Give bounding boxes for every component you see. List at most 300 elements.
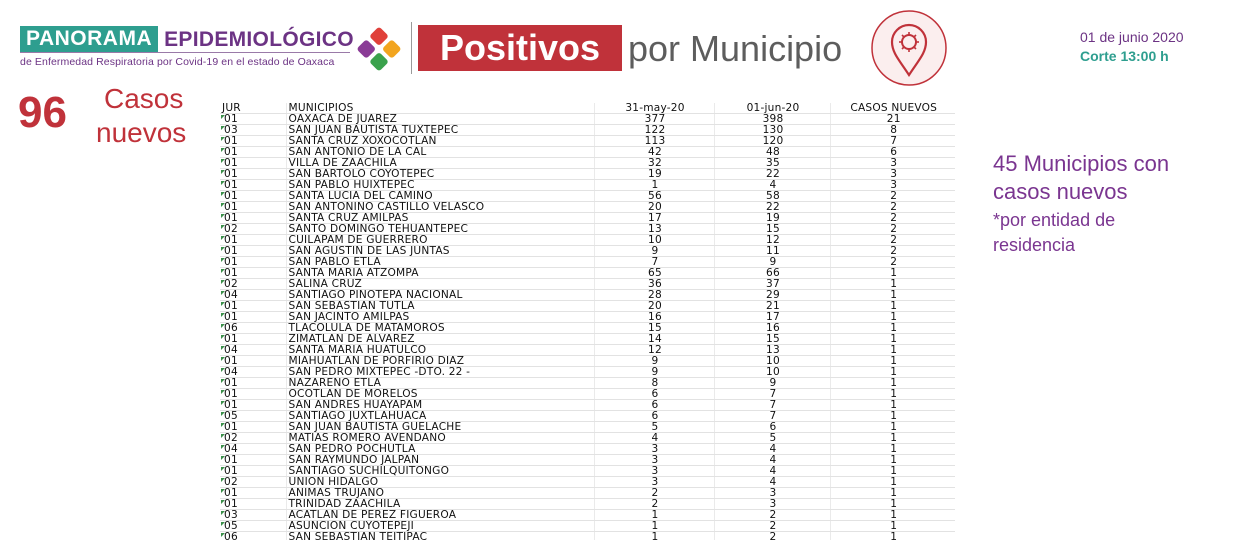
jur-code: 03 (224, 124, 238, 136)
cell-flag-icon (221, 423, 225, 427)
municipio-cell: NAZARENO ETLA (286, 378, 594, 389)
jur-code: 01 (224, 146, 238, 158)
new-cases-cell: 1 (830, 279, 955, 290)
cell-flag-icon (221, 269, 225, 273)
jur-code: 02 (224, 432, 238, 444)
table-row (220, 499, 955, 510)
brand-subtitle: de Enfermedad Respiratoria por Covid-19 en el estado de Oaxaca (20, 56, 335, 68)
may31-cell: 122 (594, 125, 714, 136)
new-cases-cell: 21 (830, 114, 955, 125)
jur-cell (220, 499, 286, 510)
table-row (220, 279, 955, 290)
header-municipios: MUNICIPIOS (286, 103, 594, 114)
new-cases-cell: 1 (830, 312, 955, 323)
cell-flag-icon (221, 390, 225, 394)
note-line2: casos nuevos (993, 179, 1128, 204)
header-jur: JUR (220, 103, 286, 114)
jur-code: 01 (224, 234, 238, 246)
jun01-cell: 120 (714, 136, 830, 147)
jur-cell (220, 257, 286, 268)
municipio-cell: SAN ANTONINO CASTILLO VELASCO (286, 202, 594, 213)
note-line3: *por entidad de (993, 210, 1116, 230)
jun01-cell: 35 (714, 158, 830, 169)
new-cases-cell: 1 (830, 499, 955, 510)
jur-code: 01 (224, 355, 238, 367)
jur-cell (220, 279, 286, 290)
new-cases-cell: 7 (830, 136, 955, 147)
jur-cell (220, 246, 286, 257)
may31-cell: 1 (594, 521, 714, 532)
new-cases-cell: 2 (830, 235, 955, 246)
municipio-cell: SALINA CRUZ (286, 279, 594, 290)
new-cases-cell: 1 (830, 521, 955, 532)
jur-code: 01 (224, 333, 238, 345)
new-cases-cell: 1 (830, 466, 955, 477)
jur-cell (220, 147, 286, 158)
may31-cell: 1 (594, 532, 714, 540)
table-row (220, 532, 955, 540)
table-body (220, 114, 955, 540)
jur-cell (220, 466, 286, 477)
jur-cell (220, 290, 286, 301)
municipio-cell: UNION HIDALGO (286, 477, 594, 488)
jur-cell (220, 510, 286, 521)
jun01-cell: 12 (714, 235, 830, 246)
table-row (220, 389, 955, 400)
new-cases-cell: 1 (830, 323, 955, 334)
municipio-cell: SAN JUAN BAUTISTA GUELACHE (286, 422, 594, 433)
may31-cell: 65 (594, 268, 714, 279)
jur-cell (220, 444, 286, 455)
jun01-cell: 4 (714, 455, 830, 466)
jur-cell (220, 213, 286, 224)
cell-flag-icon (221, 511, 225, 515)
jun01-cell: 22 (714, 169, 830, 180)
jur-code: 06 (224, 322, 238, 334)
municipio-cell: SAN BARTOLO COYOTEPEC (286, 169, 594, 180)
jur-code: 01 (224, 113, 238, 125)
jun01-cell: 29 (714, 290, 830, 301)
jun01-cell: 130 (714, 125, 830, 136)
jur-cell (220, 191, 286, 202)
jur-cell (220, 477, 286, 488)
jun01-cell: 4 (714, 466, 830, 477)
table-row (220, 466, 955, 477)
may31-cell: 20 (594, 202, 714, 213)
municipalities-table (220, 103, 955, 540)
municipio-cell: SANTA CRUZ XOXOCOTLAN (286, 136, 594, 147)
logo-square-green (369, 52, 389, 72)
municipio-cell: SAN AGUSTIN DE LAS JUNTAS (286, 246, 594, 257)
table-row (220, 367, 955, 378)
new-cases-cell: 1 (830, 334, 955, 345)
jur-code: 01 (224, 487, 238, 499)
cell-flag-icon (221, 258, 225, 262)
municipio-cell: SANTA MARIA HUATULCO (286, 345, 594, 356)
cell-flag-icon (221, 445, 225, 449)
municipio-cell: SAN SEBASTIAN TEITIPAC (286, 532, 594, 540)
cell-flag-icon (221, 324, 225, 328)
municipio-cell: ANIMAS TRUJANO (286, 488, 594, 499)
cell-flag-icon (221, 247, 225, 251)
new-cases-cell: 2 (830, 202, 955, 213)
cell-flag-icon (221, 291, 225, 295)
jur-cell (220, 378, 286, 389)
may31-cell: 6 (594, 411, 714, 422)
table-row (220, 323, 955, 334)
table-row (220, 224, 955, 235)
jun01-cell: 9 (714, 257, 830, 268)
table-row (220, 378, 955, 389)
cell-flag-icon (221, 280, 225, 284)
new-cases-label-line2: nuevos (96, 117, 187, 148)
municipio-cell: MIAHUATLAN DE PORFIRIO DIAZ (286, 356, 594, 367)
jun01-cell: 15 (714, 224, 830, 235)
new-cases-cell: 1 (830, 367, 955, 378)
cell-flag-icon (221, 489, 225, 493)
may31-cell: 5 (594, 422, 714, 433)
municipio-cell: SANTIAGO PINOTEPA NACIONAL (286, 290, 594, 301)
table-row (220, 433, 955, 444)
brand-divider (20, 52, 350, 53)
jur-cell (220, 422, 286, 433)
table-row (220, 147, 955, 158)
may31-cell: 42 (594, 147, 714, 158)
jur-code: 01 (224, 179, 238, 191)
table-row (220, 521, 955, 532)
jun01-cell: 11 (714, 246, 830, 257)
new-cases-cell: 1 (830, 477, 955, 488)
municipio-cell: ACATLAN DE PEREZ FIGUEROA (286, 510, 594, 521)
jur-cell (220, 521, 286, 532)
table-row (220, 191, 955, 202)
may31-cell: 19 (594, 169, 714, 180)
cell-flag-icon (221, 379, 225, 383)
municipio-cell: SAN ANDRES HUAYAPAM (286, 400, 594, 411)
jur-code: 01 (224, 245, 238, 257)
jur-code: 01 (224, 399, 238, 411)
logo-square-red (369, 26, 389, 46)
municipio-cell: SANTIAGO SUCHILQUITONGO (286, 466, 594, 477)
municipio-cell: MATIAS ROMERO AVENDAÑO (286, 433, 594, 444)
brand-epidemiologico-label: EPIDEMIOLÓGICO (164, 27, 354, 51)
jur-cell (220, 488, 286, 499)
jun01-cell: 37 (714, 279, 830, 290)
table-row (220, 400, 955, 411)
new-cases-count: 96 (18, 88, 67, 137)
jur-cell (220, 224, 286, 235)
jun01-cell: 7 (714, 389, 830, 400)
jur-code: 03 (224, 509, 238, 521)
jur-cell (220, 389, 286, 400)
jur-cell (220, 433, 286, 444)
jur-code: 04 (224, 366, 238, 378)
cell-flag-icon (221, 346, 225, 350)
new-cases-cell: 1 (830, 290, 955, 301)
cell-flag-icon (221, 159, 225, 163)
jun01-cell: 2 (714, 521, 830, 532)
may31-cell: 9 (594, 246, 714, 257)
municipio-cell: SAN PABLO ETLA (286, 257, 594, 268)
municipio-cell: SAN SEBASTIAN TUTLA (286, 301, 594, 312)
municipio-cell: SAN PEDRO MIXTEPEC -DTO. 22 - (286, 367, 594, 378)
jun01-cell: 48 (714, 147, 830, 158)
may31-cell: 7 (594, 257, 714, 268)
cell-flag-icon (221, 368, 225, 372)
cell-flag-icon (221, 522, 225, 526)
jur-cell (220, 312, 286, 323)
cell-flag-icon (221, 335, 225, 339)
table-row (220, 290, 955, 301)
cell-flag-icon (221, 181, 225, 185)
may31-cell: 28 (594, 290, 714, 301)
jur-cell (220, 169, 286, 180)
may31-cell: 10 (594, 235, 714, 246)
new-cases-cell: 1 (830, 301, 955, 312)
municipio-cell: OCOTLAN DE MORELOS (286, 389, 594, 400)
jur-code: 01 (224, 465, 238, 477)
jur-cell (220, 125, 286, 136)
may31-cell: 3 (594, 444, 714, 455)
header-31-may: 31-may-20 (594, 103, 714, 114)
jur-cell (220, 235, 286, 246)
jur-code: 01 (224, 388, 238, 400)
new-cases-cell: 1 (830, 532, 955, 540)
jur-code: 01 (224, 168, 238, 180)
report-cutoff-time: Corte 13:00 h (1080, 48, 1169, 64)
cell-flag-icon (221, 203, 225, 207)
may31-cell: 56 (594, 191, 714, 202)
logo-square-orange (382, 39, 402, 59)
cell-flag-icon (221, 170, 225, 174)
jur-code: 04 (224, 289, 238, 301)
table-row (220, 422, 955, 433)
table-row (220, 114, 955, 125)
municipio-cell: ZIMATLAN DE ALVAREZ (286, 334, 594, 345)
cell-flag-icon (221, 434, 225, 438)
new-cases-cell: 6 (830, 147, 955, 158)
jun01-cell: 19 (714, 213, 830, 224)
jur-code: 02 (224, 223, 238, 235)
cell-flag-icon (221, 313, 225, 317)
new-cases-label-line1: Casos (104, 83, 184, 114)
may31-cell: 1 (594, 510, 714, 521)
new-cases-cell: 1 (830, 488, 955, 499)
may31-cell: 113 (594, 136, 714, 147)
jun01-cell: 22 (714, 202, 830, 213)
jur-cell (220, 345, 286, 356)
title-highlight: Positivos (418, 25, 622, 71)
jur-cell (220, 202, 286, 213)
header-divider (411, 22, 412, 74)
cell-flag-icon (221, 456, 225, 460)
jur-cell (220, 334, 286, 345)
jur-code: 01 (224, 454, 238, 466)
may31-cell: 16 (594, 312, 714, 323)
jun01-cell: 66 (714, 268, 830, 279)
jun01-cell: 5 (714, 433, 830, 444)
new-cases-cell: 1 (830, 411, 955, 422)
may31-cell: 1 (594, 180, 714, 191)
municipio-cell: TLACOLULA DE MATAMOROS (286, 323, 594, 334)
jun01-cell: 2 (714, 532, 830, 540)
header-casos-nuevos: CASOS NUEVOS (830, 103, 955, 114)
municipio-cell: VILLA DE ZAACHILA (286, 158, 594, 169)
cell-flag-icon (221, 225, 225, 229)
table-row (220, 235, 955, 246)
table-row (220, 334, 955, 345)
cell-flag-icon (221, 401, 225, 405)
title-rest: por Municipio (628, 28, 843, 69)
new-cases-cell: 2 (830, 213, 955, 224)
table-row (220, 510, 955, 521)
jur-cell (220, 114, 286, 125)
jun01-cell: 10 (714, 356, 830, 367)
may31-cell: 2 (594, 488, 714, 499)
municipio-cell: SANTO DOMINGO TEHUANTEPEC (286, 224, 594, 235)
municipio-cell: SAN JUAN BAUTISTA TUXTEPEC (286, 125, 594, 136)
cell-flag-icon (221, 357, 225, 361)
jur-cell (220, 158, 286, 169)
may31-cell: 36 (594, 279, 714, 290)
jun01-cell: 6 (714, 422, 830, 433)
jun01-cell: 17 (714, 312, 830, 323)
cell-flag-icon (221, 192, 225, 196)
jun01-cell: 58 (714, 191, 830, 202)
cell-flag-icon (221, 467, 225, 471)
new-cases-cell: 1 (830, 378, 955, 389)
new-cases-cell: 3 (830, 158, 955, 169)
table-row (220, 180, 955, 191)
jun01-cell: 7 (714, 400, 830, 411)
table-row (220, 301, 955, 312)
new-cases-cell: 2 (830, 191, 955, 202)
cell-flag-icon (221, 533, 225, 537)
table-row (220, 213, 955, 224)
brand-logo (20, 26, 354, 68)
table-row (220, 246, 955, 257)
table-row (220, 158, 955, 169)
new-cases-cell: 2 (830, 257, 955, 268)
new-cases-cell: 3 (830, 180, 955, 191)
may31-cell: 3 (594, 466, 714, 477)
cell-flag-icon (221, 137, 225, 141)
jur-cell (220, 532, 286, 540)
jur-cell (220, 323, 286, 334)
jur-code: 01 (224, 377, 238, 389)
municipio-cell: SAN PABLO HUIXTEPEC (286, 180, 594, 191)
jun01-cell: 21 (714, 301, 830, 312)
jun01-cell: 10 (714, 367, 830, 378)
four-color-diamond-logo (352, 22, 406, 76)
jur-cell (220, 400, 286, 411)
header-01-jun: 01-jun-20 (714, 103, 830, 114)
new-cases-cell: 1 (830, 444, 955, 455)
note-line4: residencia (993, 235, 1076, 255)
table-row (220, 257, 955, 268)
jur-code: 04 (224, 344, 238, 356)
jun01-cell: 398 (714, 114, 830, 125)
new-cases-cell: 1 (830, 400, 955, 411)
cell-flag-icon (221, 478, 225, 482)
note-line1: 45 Municipios con (993, 151, 1170, 176)
may31-cell: 4 (594, 433, 714, 444)
jur-code: 01 (224, 201, 238, 213)
jur-code: 01 (224, 311, 238, 323)
new-cases-label (96, 82, 186, 150)
cell-flag-icon (221, 236, 225, 240)
municipio-cell: SANTA LUCIA DEL CAMINO (286, 191, 594, 202)
cell-flag-icon (221, 500, 225, 504)
table-row (220, 488, 955, 499)
municipio-cell: SAN ANTONIO DE LA CAL (286, 147, 594, 158)
table-row (220, 202, 955, 213)
jur-code: 02 (224, 278, 238, 290)
new-cases-cell: 1 (830, 510, 955, 521)
jur-cell (220, 301, 286, 312)
may31-cell: 14 (594, 334, 714, 345)
municipio-cell: CUILAPAM DE GUERRERO (286, 235, 594, 246)
jur-cell (220, 411, 286, 422)
may31-cell: 2 (594, 499, 714, 510)
jur-code: 04 (224, 443, 238, 455)
table-row (220, 477, 955, 488)
jur-code: 06 (224, 531, 238, 540)
jur-code: 01 (224, 157, 238, 169)
new-cases-cell: 1 (830, 422, 955, 433)
table-row (220, 411, 955, 422)
jur-code: 01 (224, 135, 238, 147)
new-cases-cell: 8 (830, 125, 955, 136)
may31-cell: 6 (594, 389, 714, 400)
new-cases-cell: 1 (830, 345, 955, 356)
municipio-cell: OAXACA DE JUAREZ (286, 114, 594, 125)
table-header-row (220, 103, 955, 114)
municipio-cell: SANTIAGO JUXTLAHUACA (286, 411, 594, 422)
may31-cell: 13 (594, 224, 714, 235)
jun01-cell: 7 (714, 411, 830, 422)
jur-code: 01 (224, 498, 238, 510)
new-cases-cell: 2 (830, 224, 955, 235)
municipalities-table-wrapper (220, 103, 955, 540)
cell-flag-icon (221, 126, 225, 130)
jun01-cell: 13 (714, 345, 830, 356)
jur-code: 01 (224, 212, 238, 224)
jun01-cell: 4 (714, 444, 830, 455)
jur-code: 02 (224, 476, 238, 488)
jun01-cell: 16 (714, 323, 830, 334)
table-row (220, 169, 955, 180)
new-cases-cell: 3 (830, 169, 955, 180)
municipio-cell: SANTA MARIA ATZOMPA (286, 268, 594, 279)
jun01-cell: 3 (714, 499, 830, 510)
jur-code: 05 (224, 410, 238, 422)
jur-code: 01 (224, 267, 238, 279)
may31-cell: 17 (594, 213, 714, 224)
may31-cell: 15 (594, 323, 714, 334)
jun01-cell: 4 (714, 180, 830, 191)
new-cases-cell: 1 (830, 356, 955, 367)
cell-flag-icon (221, 412, 225, 416)
new-cases-cell: 1 (830, 268, 955, 279)
municipio-cell: SAN JACINTO AMILPAS (286, 312, 594, 323)
jur-cell (220, 268, 286, 279)
table-row (220, 455, 955, 466)
table-row (220, 125, 955, 136)
jur-cell (220, 136, 286, 147)
jur-code: 01 (224, 190, 238, 202)
jur-code: 01 (224, 256, 238, 268)
